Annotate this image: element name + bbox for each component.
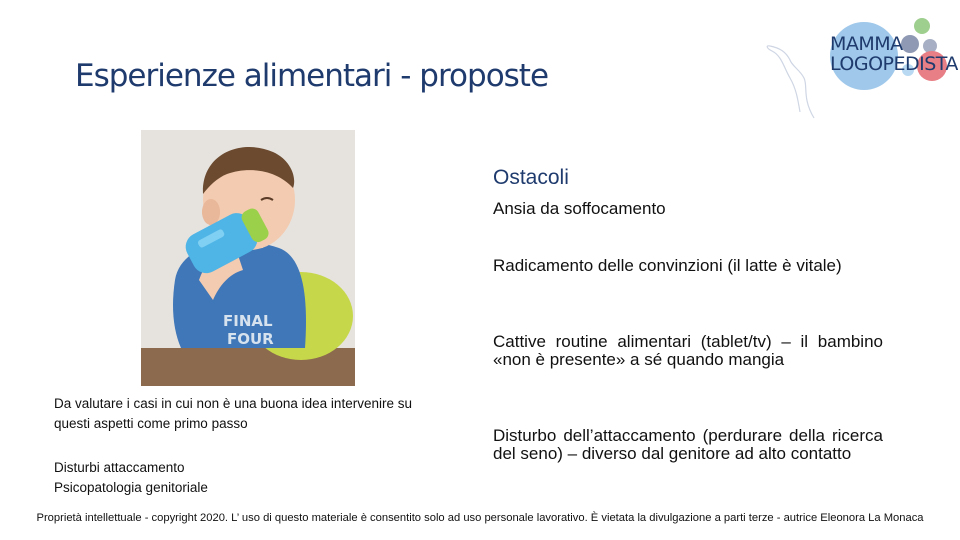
left-note-caution: Da valutare i casi in cui non è una buona idea intervenire su questi aspetti come primo passo [54, 396, 412, 431]
logo-line1: MAMMA [830, 33, 903, 55]
child-drinking-photo [141, 130, 355, 386]
obstacle-item-2: Radicamento delle convinzioni (il latte è vitale) [493, 256, 842, 275]
logo-blob-gray-small [923, 39, 937, 53]
left-note-attachment: Disturbi attaccamento [54, 460, 185, 475]
obstacles-heading: Ostacoli [493, 166, 569, 189]
logo-line2: LOGOPEDISTA [830, 53, 958, 75]
logo-blob-gray [901, 35, 919, 53]
obstacle-item-4: Disturbo dell’attaccamento (perdurare della ricerca del seno) – diverso dal genitore ad alto contatto [493, 426, 883, 463]
slide-title: Esperienze alimentari - proposte [75, 58, 549, 94]
copyright-footer: Proprietà intellettuale - copyright 2020. L’ uso di questo materiale è consentito solo ad uso personale lavorativo. È vietata la divulgazione a parti terze - autrice Eleonora La Monaca [36, 512, 924, 524]
brand-logo [762, 8, 958, 120]
obstacle-item-1: Ansia da soffocamento [493, 199, 666, 218]
left-note-psychopathology: Psicopatologia genitoriale [54, 480, 208, 495]
svg-text:FOUR: FOUR [227, 330, 274, 348]
svg-text:FINAL: FINAL [223, 312, 273, 330]
face-profile-outline [767, 46, 814, 118]
logo-blob-green [914, 18, 930, 34]
obstacle-item-3: Cattive routine alimentari (tablet/tv) – il bambino «non è presente» a sé quando mangia [493, 332, 883, 369]
